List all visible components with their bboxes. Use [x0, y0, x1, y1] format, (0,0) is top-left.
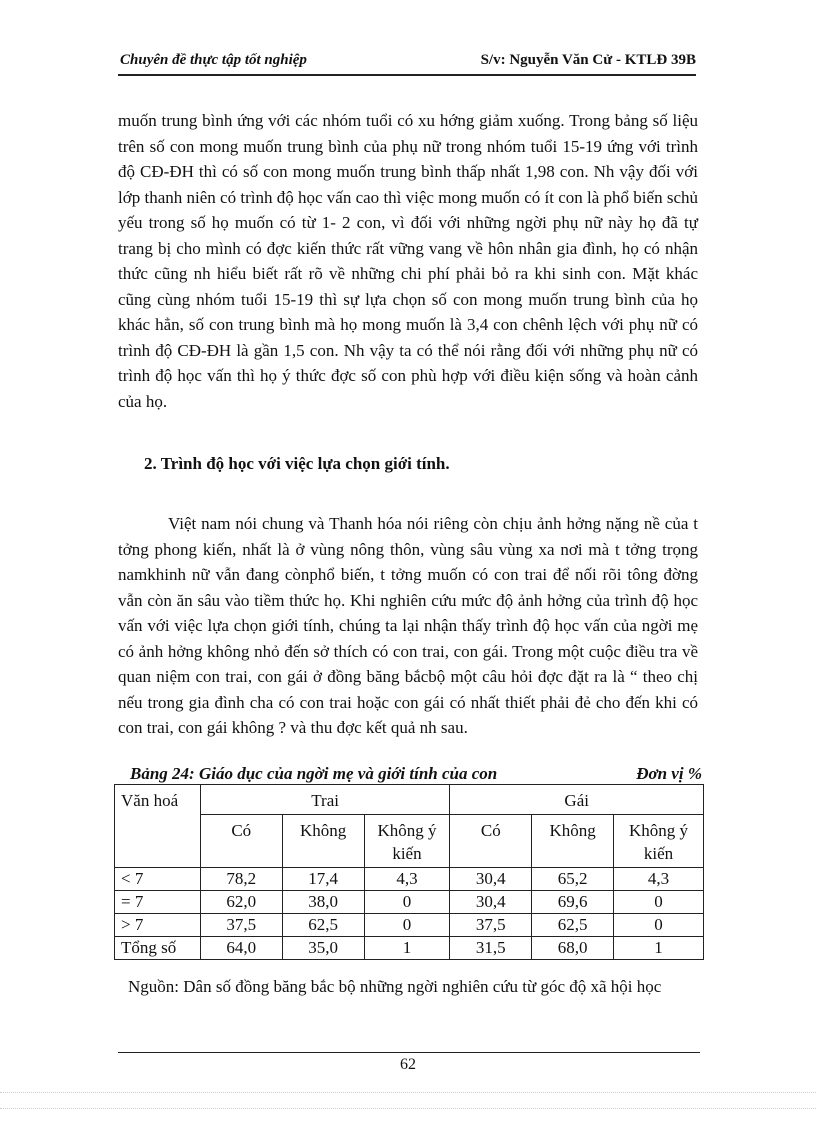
- table-cell: 64,0: [200, 937, 282, 960]
- row-header-cell: Văn hoá: [115, 785, 201, 868]
- sub-header-cell: Có: [450, 815, 532, 868]
- table-caption: Bảng 24: Giáo dục của ngời mẹ và giới tính của con: [130, 764, 498, 783]
- sub-header-cell: Không ý kiến: [614, 815, 704, 868]
- table-cell: 4,3: [614, 868, 704, 891]
- page-number: 62: [400, 1056, 416, 1073]
- sub-header-cell: Không: [282, 815, 364, 868]
- page-header: [118, 52, 696, 76]
- section-heading: 2. Trình độ học với việc lựa chọn giới tính.: [144, 454, 450, 473]
- table-cell: 1: [364, 937, 450, 960]
- table-cell: 0: [364, 914, 450, 937]
- row-label: > 7: [115, 914, 201, 937]
- footer-divider: [118, 1052, 700, 1053]
- table-cell: 62,0: [200, 891, 282, 914]
- table-cell: 65,2: [532, 868, 614, 891]
- sub-header-cell: Có: [200, 815, 282, 868]
- table-cell: 62,5: [282, 914, 364, 937]
- sub-header-cell: Không: [532, 815, 614, 868]
- table-subheader-row: [115, 815, 704, 868]
- table-cell: 17,4: [282, 868, 364, 891]
- table-cell: 31,5: [450, 937, 532, 960]
- table-row: [115, 891, 704, 914]
- table-cell: 37,5: [200, 914, 282, 937]
- table-cell: 30,4: [450, 868, 532, 891]
- page-edge-divider: [0, 1092, 816, 1093]
- page-edge-divider: [0, 1108, 816, 1109]
- row-label: = 7: [115, 891, 201, 914]
- table-header-row: [115, 785, 704, 815]
- data-table: [114, 784, 704, 960]
- table-cell: 1: [614, 937, 704, 960]
- group-header-cell: Gái: [450, 785, 704, 815]
- table-row: [115, 868, 704, 891]
- table-cell: 0: [614, 891, 704, 914]
- table-cell: 0: [364, 891, 450, 914]
- table-cell: 30,4: [450, 891, 532, 914]
- table-cell: 68,0: [532, 937, 614, 960]
- table-cell: 0: [614, 914, 704, 937]
- header-author: S/v: Nguyễn Văn Cử - KTLĐ 39B: [480, 52, 696, 68]
- row-label: < 7: [115, 868, 201, 891]
- table-source: Nguồn: Dân số đồng băng bắc bộ những ngời nghiên cứu từ góc độ xã hội học: [128, 977, 662, 996]
- sub-header-cell: Không ý kiến: [364, 815, 450, 868]
- group-header-cell: Trai: [200, 785, 450, 815]
- table-caption-row: [130, 764, 702, 784]
- table-cell: 78,2: [200, 868, 282, 891]
- table-row: [115, 937, 704, 960]
- table-cell: 35,0: [282, 937, 364, 960]
- table-cell: 69,6: [532, 891, 614, 914]
- table-cell: 37,5: [450, 914, 532, 937]
- table-row: [115, 914, 704, 937]
- header-title: Chuyên đề thực tập tốt nghiệp: [120, 52, 307, 68]
- paragraph-2: Việt nam nói chung và Thanh hóa nói riêng còn chịu ảnh hởng nặng nề của t tởng phong kiến, nhất là ở vùng nông thôn, vùng sâu vùng xa nơi mà t tởng trọng namkhinh nữ vẫn đang cònphổ biến, t tởng muốn có con trai để nối rõi tông đờng vẫn còn ăn sâu vào tiềm thức họ. Khi nghiên cứu mức độ ảnh hởng của trình độ học vấn với việc lựa chọn giới tính, chúng ta lại nhận thấy trình độ học vấn của ngời mẹ có ảnh hởng không nhỏ đến sở thích có con trai, con gái. Trong một cuộc điều tra về quan niệm con trai, con gái ở đồng băng bắcbộ một câu hỏi đợc đặt ra là “ theo chị nếu trong gia đình cha có con trai hoặc con gái có nhất thiết phải đẻ cho đến khi có con trai, con gái không ? và thu đợc kết quả nh sau.: [118, 514, 698, 737]
- table-cell: 38,0: [282, 891, 364, 914]
- table-cell: 4,3: [364, 868, 450, 891]
- paragraph-1: muốn trung bình ứng với các nhóm tuổi có xu hớng giảm xuống. Trong bảng số liệu trên số con mong muốn trung bình của phụ nữ trong nhóm tuổi 15-19 ứng với trình độ CĐ-ĐH thì có số con mong muốn trung bình thấp nhất 1,98 con. Nh vậy đối với lớp thanh niên có trình độ học vấn cao thì việc mong muốn có ít con là phổ biến schủ yếu trong số họ muốn có từ 1- 2 con, vì đối với những ngời phụ nữ này họ đã tự trang bị cho mình có đợc kiến thức rất vững vang về hôn nhân gia đình, họ có nhận thức cũng nh hiểu biết rất rõ về những chi phí phải bỏ ra khi sinh con. Mặt khác cũng cùng nhóm tuổi 15-19 thì sự lựa chọn số con mong muốn trung bình của họ khác hẳn, số con trung bình mà họ mong muốn là 3,4 con chênh lệch với phụ nữ có trình độ CĐ-ĐH là gần 1,5 con. Nh vậy ta có thể nói rằng đối với những phụ nữ có trình độ học vấn thì họ ý thức đợc số con phù hợp với điều kiện sống và hoàn cảnh của họ.: [118, 111, 698, 411]
- table-unit: Đơn vị %: [636, 764, 702, 783]
- table-cell: 62,5: [532, 914, 614, 937]
- row-label: Tổng số: [115, 937, 201, 960]
